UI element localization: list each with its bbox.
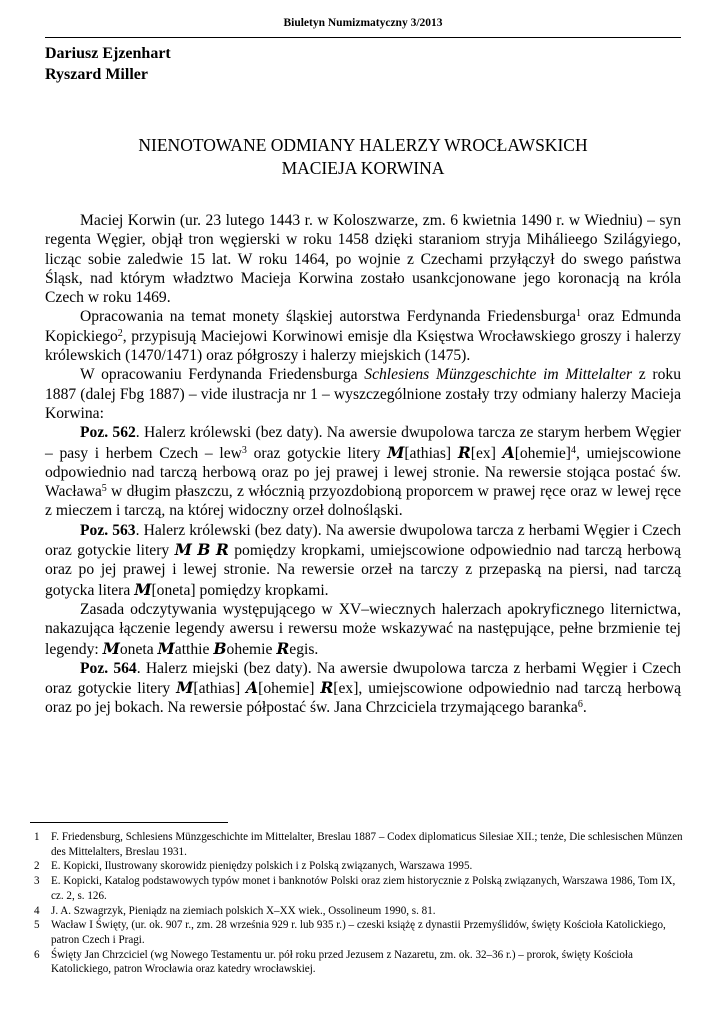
paragraph-friedensburg — [45, 365, 681, 423]
paragraph-poz-564 — [45, 659, 681, 718]
footnote-6 — [30, 948, 690, 977]
text: oraz gotyckie litery — [246, 444, 388, 462]
paragraph-poz-562 — [45, 423, 681, 520]
text: Zasada odczytywania występującego w XV–wiecznych halerzach apokryficznego liternictwa, nakazująca łączenie legendy awersu i rewersu może wskazywać na następujące, pełne brzmienie tej legendy: — [45, 600, 681, 658]
text: . — [582, 699, 587, 717]
footnote-text: Święty Jan Chrzciciel (wg Nowego Testamentu ur. pół roku przed Jezusem z Nazaretu, zm. ok. 32–36 r.) – prorok, święty Kościoła Katolickiego, patron Wrocławia oraz katedry wrocławskiej. — [51, 948, 633, 976]
text: w długim płaszczu, z włócznią przyozdobioną proporcem w prawej ręce oraz w lewej ręce z mieczem i tarczą, na której widoczny orzeł dolnośląski. — [45, 483, 681, 520]
entry-label-563: Poz. 563 — [80, 521, 136, 539]
footnote-text: E. Kopicki, Ilustrowany skorowidz pieniędzy polskich i z Polską związanych, Warszawa 1995. — [51, 860, 473, 873]
text: pomiędzy kropkami, umiejscowione odpowiednio nad tarczą herbową oraz po jej prawej i lewej stronie. Na rewersie orzeł na tarczy z przepaską na piersi, nad tarczą gotycka litera — [45, 542, 682, 599]
entry-label-562: Poz. 562 — [80, 424, 136, 442]
footnote-number: 1 — [34, 831, 40, 843]
paragraph-poz-563 — [45, 521, 681, 600]
footnotes — [30, 830, 690, 977]
article-body — [45, 211, 681, 718]
text: . Halerz królewski (bez daty). Na awersie dwupolowa tarcza z herbami Węgier i Czech oraz gotyckie litery — [45, 521, 681, 560]
text: Opracowania na temat monety śląskiej autorstwa Ferdynanda Friedensburga — [80, 308, 577, 326]
footnote-ref-1: 1 — [576, 308, 582, 320]
footnote-number: 4 — [34, 904, 40, 917]
header-rule — [45, 37, 681, 38]
footnote-text: J. A. Szwagrzyk, Pieniądz na ziemiach polskich X–XX wiek., Ossolineum 1990, s. 81. — [51, 904, 436, 917]
text: [ex] — [470, 444, 503, 462]
text: , umiejscowione odpowiednio nad tarczą herbową oraz po jej prawej i lewej stronie. Na rewersie stojąca postać św. Wacława — [45, 444, 681, 501]
journal-header: Biuletyn Numizmatyczny 3/2013 — [283, 17, 443, 29]
title-line-1: NIENOTOWANE ODMIANY HALERZY WROCŁAWSKICH — [138, 135, 588, 155]
footnote-text: F. Friedensburg, Schlesiens Münzgeschichte im Mittelalter, Breslau 1887 – Codex diplomaticus Silesiae XII.; tenże, Die schlesischen Münzen des Mittelalters, Breslau 1931. — [51, 831, 683, 858]
legend-word-moneta: oneta — [119, 640, 158, 658]
text: . Halerz miejski (bez daty). Na awersie dwupolowa tarcza z herbami Węgier i Czech oraz gotyckie litery — [45, 659, 681, 698]
footnote-text: Wacław I Święty, (ur. ok. 907 r., zm. 28 września 929 r. lub 935 r.) – czeski książę z dynastii Przemyślidów, święty Kościoła Katolickiego, patron Czech i Pragi. — [51, 919, 666, 946]
text: [athias] — [193, 680, 247, 698]
gothic-letter-b: A — [246, 678, 259, 698]
gothic-letter-r: R — [457, 442, 471, 462]
paragraph-legend-rule — [45, 600, 681, 659]
gothic-letter-m: M — [134, 579, 152, 599]
gothic-letter-m: M — [176, 678, 194, 698]
gothic-letter-m: M — [157, 638, 175, 658]
legend-word-regis: egis. — [289, 640, 319, 658]
gothic-letter-r: R — [276, 638, 290, 658]
title-line-2: MACIEJA KORWINA — [281, 158, 445, 178]
text: [ex], umiejscowione odpowiednio nad tarczą herbową oraz po jej bokach. Na rewersie półpostać św. Jana Chrzciciela trzymającego baranka — [45, 680, 681, 717]
footnote-5 — [30, 918, 690, 947]
gothic-letter-m: M — [102, 638, 120, 658]
footnote-number: 2 — [34, 860, 40, 873]
gothic-letter-m: M — [174, 540, 192, 560]
footnote-ref-5: 5 — [101, 483, 107, 495]
text: , przypisują Maciejowi Korwinowi emisje dla Księstwa Wrocławskiego groszy i halerzy królewskich (1470/1471) oraz półgroszy i halerzy miejskich (1475). — [45, 327, 681, 365]
paragraph-intro: Maciej Korwin (ur. 23 lutego 1443 r. w Koloszwarze, zm. 6 kwietnia 1490 r. w Wiedniu) – syn regenta Węgier, objął tron węgierski w roku 1458 dzięki staraniom stryja Mihálieego Szilágyiego, licząc sobie zaledwie 15 lat. W roku 1464, po wojnie z Czechami przyłączył do swego państwa Śląsk, nad którym władztwo Macieja Korwina zostało usankcjonowane jego koronacją na króla Czech w roku 1469. — [45, 212, 681, 307]
footnote-ref-6: 6 — [577, 699, 583, 711]
gothic-letter-r: R — [215, 540, 229, 560]
footnote-4 — [30, 904, 690, 919]
legend-word-matthie: atthie — [174, 640, 214, 658]
text: [ohemie] — [514, 444, 571, 462]
paragraph-sources — [45, 307, 681, 365]
footnote-text: E. Kopicki, Katalog podstawowych typów monet i banknotów Polski oraz ziem historycznie z Polską związanych, Warszawa 1986, Tom IX, cz. 2, s. 126. — [51, 875, 676, 902]
legend-word-bohemie: ohemie — [226, 640, 277, 658]
text: . Halerz królewski (bez daty). Na awersie dwupolowa tarcza ze starym herbem Węgier – pasy i herbem Czech – lew — [45, 424, 681, 462]
footnote-ref-2: 2 — [117, 327, 123, 339]
footnote-separator — [30, 822, 228, 823]
footnote-1 — [30, 830, 690, 859]
footnote-3 — [30, 874, 690, 903]
text: oraz Edmunda Kopickiego — [45, 308, 681, 345]
footnote-number: 5 — [34, 919, 40, 932]
entry-label-564: Poz. 564 — [80, 659, 137, 677]
text: W opracowaniu Ferdynanda Friedensburga — [80, 366, 365, 384]
footnote-number: 6 — [34, 948, 40, 961]
gothic-letter-b: B — [197, 540, 211, 560]
article-title — [45, 134, 681, 180]
authors — [45, 43, 171, 85]
author-1: Dariusz Ejzenhart — [45, 45, 171, 62]
footnote-ref-3: 3 — [241, 444, 247, 456]
gothic-letter-r: R — [320, 678, 334, 698]
text: [ohemie] — [258, 680, 321, 698]
footnote-number: 3 — [34, 875, 40, 888]
book-title: Schlesiens Münzgeschichte im Mittelalter — [364, 366, 633, 384]
author-2: Ryszard Miller — [45, 66, 148, 83]
text: [athias] — [404, 444, 458, 462]
gothic-letter-m: M — [387, 442, 405, 462]
gothic-letter-b: B — [213, 638, 227, 658]
text: [oneta] pomiędzy kropkami. — [151, 581, 329, 599]
text: z roku 1887 (dalej Fbg 1887) – vide ilustracja nr 1 – wyszczególnione zostały trzy odmiany halerzy Macieja Korwina: — [45, 366, 681, 422]
gothic-letter-b: A — [502, 442, 515, 462]
footnote-2 — [30, 859, 690, 874]
footnote-ref-4: 4 — [570, 444, 576, 456]
